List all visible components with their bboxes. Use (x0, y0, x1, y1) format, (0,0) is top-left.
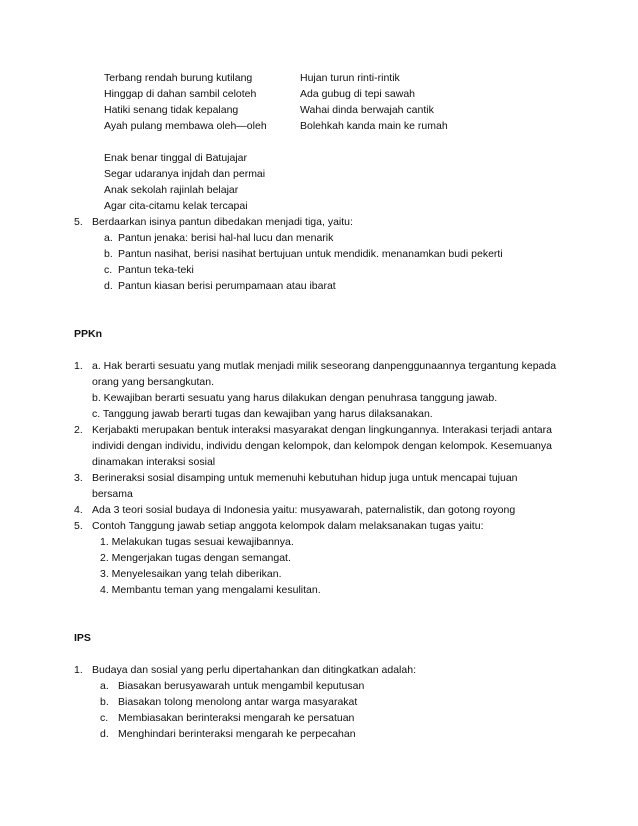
pantun-third-line: Enak benar tinggal di Batujajar (104, 152, 248, 164)
list-item-line: orang yang bersangkutan. (92, 376, 215, 388)
list-number: 2. (74, 424, 83, 436)
list-item-line: c. Tanggung jawab berarti tugas dan kewajiban yang harus dilaksanakan. (92, 408, 433, 420)
list-marker: a. (100, 680, 109, 692)
list-item-line: individi dengan individu, individu dengan kelompok, dan kelompok dengan kelompok. Kesemuanya (92, 440, 552, 452)
sub-list-item: 1. Melakukan tugas sesuai kewajibannya. (100, 536, 294, 548)
pantun-third-line: Agar cita-citamu kelak tercapai (104, 200, 248, 212)
question-text: Berdaarkan isinya pantun dibedakan menjadi tiga, yaitu: (92, 216, 353, 228)
list-item-line: Ada 3 teori sosial budaya di Indonesia yaitu: musyawarah, paternalistik, dan gotong royong (92, 504, 516, 516)
list-item: Menghindari berinteraksi mengarah ke perpecahan (118, 728, 356, 740)
list-marker: c. (104, 264, 113, 276)
list-item-line: bersama (92, 488, 133, 500)
pantun-right-line: Ada gubug di tepi sawah (300, 88, 416, 100)
pantun-left-line: Terbang rendah burung kutilang (104, 72, 253, 84)
list-number: 5. (74, 216, 83, 228)
list-number: 4. (74, 504, 83, 516)
section-heading-ips: IPS (74, 632, 91, 644)
list-marker: b. (100, 696, 109, 708)
sub-list-item: 2. Mengerjakan tugas dengan semangat. (100, 552, 291, 564)
pantun-right-line: Hujan turun rinti-rintik (300, 72, 400, 84)
list-number: 3. (74, 472, 83, 484)
question-text: Budaya dan sosial yang perlu dipertahankan dan ditingkatkan adalah: (92, 664, 416, 676)
list-item-line: dinamakan interaksi sosial (92, 456, 216, 468)
list-item-line: Kerjabakti merupakan bentuk interaksi masyarakat dengan lingkungannya. Interakasi terjadi antara (92, 424, 552, 436)
list-item: Membiasakan berinteraksi mengarah ke persatuan (118, 712, 355, 724)
sub-list-item: 4. Membantu teman yang mengalami kesulitan. (100, 584, 321, 596)
pantun-third-line: Segar udaranya injdah dan permai (104, 168, 266, 180)
section-heading-ppkn: PPKn (74, 328, 103, 340)
list-item-line: Berineraksi sosial disamping untuk memenuhi kebutuhan hidup juga untuk mencapai tujuan (92, 472, 518, 484)
list-number: 5. (74, 520, 83, 532)
list-item: Biasakan berusyawarah untuk mengambil keputusan (118, 680, 365, 692)
pantun-left-line: Hatiki senang tidak kepalang (104, 104, 239, 116)
list-number: 1. (74, 360, 83, 372)
list-item: Pantun jenaka: berisi hal-hal lucu dan menarik (118, 232, 334, 244)
list-marker: a. (104, 232, 113, 244)
sub-list-item: 3. Menyelesaikan yang telah diberikan. (100, 568, 282, 580)
list-item-line: b. Kewajiban berarti sesuatu yang harus dilakukan dengan penuhrasa tanggung jawab. (92, 392, 498, 404)
pantun-left-line: Hinggap di dahan sambil celoteh (104, 88, 257, 100)
list-number: 1. (74, 664, 83, 676)
pantun-right-line: Wahai dinda berwajah cantik (300, 104, 434, 116)
list-item: Pantun teka-teki (118, 264, 194, 276)
pantun-left-line: Ayah pulang membawa oleh—oleh (104, 120, 267, 132)
list-item: Biasakan tolong menolong antar warga masyarakat (118, 696, 358, 708)
list-marker: c. (100, 712, 109, 724)
list-marker: d. (100, 728, 109, 740)
list-item-line: a. Hak berarti sesuatu yang mutlak menjadi milik seseorang danpenggunaannya tergantung kepada (92, 360, 557, 372)
list-item: Pantun nasihat, berisi nasihat bertujuan untuk mendidik. menanamkan budi pekerti (118, 248, 503, 260)
list-marker: b. (104, 248, 113, 260)
pantun-third-line: Anak sekolah rajinlah belajar (104, 184, 239, 196)
list-item: Pantun kiasan berisi perumpamaan atau ibarat (118, 280, 336, 292)
list-marker: d. (104, 280, 113, 292)
pantun-right-line: Bolehkah kanda main ke rumah (300, 120, 448, 132)
list-item-line: Contoh Tanggung jawab setiap anggota kelompok dalam melaksanakan tugas yaitu: (92, 520, 484, 532)
